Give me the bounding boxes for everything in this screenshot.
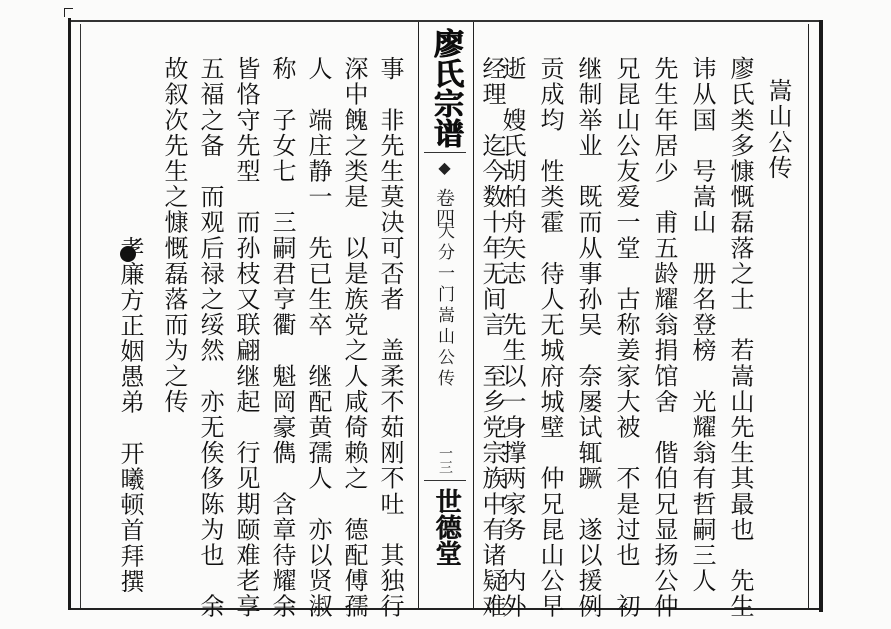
fold-divider-top <box>424 152 466 153</box>
text-column: 讳从国 号嵩山 册名登榜 光耀翁有哲嗣三人 <box>688 56 716 594</box>
text-column: 经理 迄今数十年无间言 至乡党宗族中有诸疑难 <box>478 56 506 620</box>
text-column: 先生年居少 甫五龄耀翁捐馆舍 偕伯兄显扬公仲 <box>650 56 678 620</box>
fold-fish-mark: ◆ <box>435 158 454 177</box>
frame-right-border <box>819 20 823 612</box>
fold-hall-name: 世德堂 <box>431 488 461 566</box>
text-column: 嵩山公传 <box>764 78 792 181</box>
fold-book-title: 廖氏宗谱 <box>428 28 463 148</box>
text-column: 深中餽之类是 以是族党之人咸倚赖之 德配傅孺 <box>340 56 368 620</box>
frame-right-inner-border <box>808 24 809 608</box>
text-column: 五福之备 而观后禄之绥然 亦无俟侈陈为也 余 <box>196 56 224 620</box>
fold-volume: 卷四 <box>433 188 455 228</box>
text-column: 廖氏类多慷慨磊落之士 若嵩山先生其最也 先生 <box>726 56 754 620</box>
text-column: 继制举业 既而从事孙吴 奈屡试辄蹶 遂以援例 <box>574 56 602 620</box>
text-column: 人 端庄静一 先已生卒 继配黄孺人 亦以贤淑 <box>304 56 332 620</box>
text-column: 贡成均 性类霍 待人无城府城壁 仲兄昆山公早 <box>536 56 564 620</box>
text-column: 事 非先生莫决可否者 盖柔不茹刚不吐 其独行 <box>376 56 404 620</box>
fold-branch-label: 大分一门嵩山公传 <box>434 222 454 390</box>
signature-column: 孝廉方正姻愚弟 开曦顿首拜撰 <box>116 236 144 595</box>
text-column: 称 子女七 三嗣君亨衢 魁岡豪儁 含章待耀余 <box>268 56 296 620</box>
corner-mark <box>64 8 73 17</box>
text-column: 皆恪守先型 而孙枝又联翩继起 行见期颐难老享 <box>232 56 260 620</box>
text-column: 兄昆山公友爱一堂 古称姜家大被 不是过也 初 <box>612 56 640 620</box>
text-column: 逝 嫂氏胡柏舟矢志 先生以一身撑两家务 内外 <box>498 56 526 620</box>
frame-left-inner-border <box>80 24 81 608</box>
frame-left-border <box>68 18 71 610</box>
fold-page-number: 一三 <box>437 446 453 474</box>
fold-divider-bottom <box>424 480 466 481</box>
frame-bottom-border <box>70 608 822 610</box>
text-column: 故叙次先生之慷慨磊落而为之传 <box>160 56 188 415</box>
